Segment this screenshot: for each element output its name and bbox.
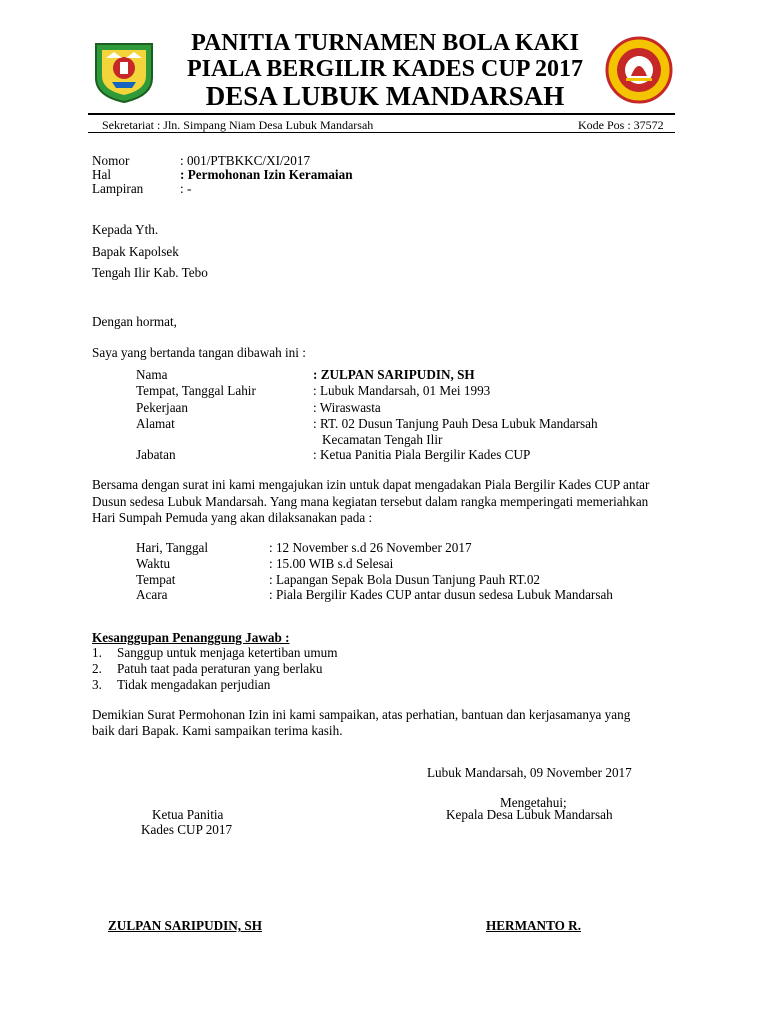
recipient-line3: Tengah Ilir Kab. Tebo [92,265,208,280]
left-signer-name: ZULPAN SARIPUDIN, SH [108,918,262,933]
event-value: : Piala Bergilir Kades CUP antar dusun sedesa Lubuk Mandarsah [269,587,613,602]
identity-label: Tempat, Tanggal Lahir [136,383,256,398]
event-label: Acara [136,587,168,602]
list-item-number: 3. [92,677,102,692]
meta-value-hal: : Permohonan Izin Keramaian [180,167,353,182]
closing-line2: baik dari Bapak. Kami sampaikan terima kasih. [92,723,343,738]
event-value: : 15.00 WIB s.d Selesai [269,556,394,571]
recipient-line2: Bapak Kapolsek [92,244,179,259]
body-line3: Hari Sumpah Pemuda yang akan dilaksanakan pada : [92,510,373,525]
list-item-number: 1. [92,645,102,660]
meta-value-lampiran: : - [180,181,192,196]
regency-coat-of-arms-icon [92,38,156,104]
postal-code: Kode Pos : 37572 [578,118,664,132]
right-signer-title: Kepala Desa Lubuk Mandarsah [446,807,613,822]
meta-label-lampiran: Lampiran [92,181,144,196]
closing-line1: Demikian Surat Permohonan Izin ini kami sampaikan, atas perhatian, bantuan dan kerjasamanya yang [92,707,631,722]
identity-value: : Wiraswasta [313,400,381,415]
body-line1: Bersama dengan surat ini kami mengajukan izin untuk dapat mengadakan Piala Bergilir Kades CUP antar [92,477,650,492]
place-date: Lubuk Mandarsah, 09 November 2017 [427,765,632,780]
identity-value: : ZULPAN SARIPUDIN, SH [313,367,475,382]
event-label: Hari, Tanggal [136,540,209,555]
list-item-number: 2. [92,661,102,676]
list-item: Tidak mengadakan perjudian [117,677,271,692]
list-item: Sanggup untuk menjaga ketertiban umum [117,645,338,660]
header-rule-thick [88,113,675,115]
event-value: : Lapangan Sepak Bola Dusun Tanjung Pauh RT.02 [269,572,541,587]
intro-sentence: Saya yang bertanda tangan dibawah ini : [92,345,306,360]
list-item: Patuh taat pada peraturan yang berlaku [117,661,323,676]
greeting: Dengan hormat, [92,314,177,329]
event-label: Tempat [136,572,176,587]
acknowledged-label: Mengetahui; [500,795,567,810]
identity-value: : Lubuk Mandarsah, 01 Mei 1993 [313,383,491,398]
identity-value-continuation: Kecamatan Tengah Ilir [322,432,443,447]
event-label: Waktu [136,556,171,571]
header-title-line1: PANITIA TURNAMEN BOLA KAKI [191,30,579,56]
identity-label: Pekerjaan [136,400,188,415]
left-signer-title1: Ketua Panitia [152,807,224,822]
header-title-line3: DESA LUBUK MANDARSAH [205,81,565,111]
left-signer-title2: Kades CUP 2017 [141,822,233,837]
meta-label-nomor: Nomor [92,153,130,168]
identity-label: Nama [136,367,168,382]
identity-label: Alamat [136,416,175,431]
commitment-title: Kesanggupan Penanggung Jawab : [92,630,290,645]
secretariat-address: Sekretariat : Jln. Simpang Niam Desa Lubuk Mandarsah [102,118,374,132]
karang-taruna-emblem-icon [604,36,674,104]
recipient-line1: Kepada Yth. [92,222,159,237]
identity-value: : Ketua Panitia Piala Bergilir Kades CUP [313,447,531,462]
right-signer-name: HERMANTO R. [486,918,582,933]
header-title-line2: PIALA BERGILIR KADES CUP 2017 [186,56,584,82]
body-line2: Dusun sedesa Lubuk Mandarsah. Yang mana kegiatan tersebut dalam rangka memperingati memeriahkan [92,494,649,509]
identity-label: Jabatan [136,447,176,462]
meta-value-nomor: : 001/PTBKKC/XI/2017 [180,153,311,168]
meta-label-hal: Hal [92,167,112,182]
identity-value: : RT. 02 Dusun Tanjung Pauh Desa Lubuk Mandarsah [313,416,598,431]
event-value: : 12 November s.d 26 November 2017 [269,540,472,555]
